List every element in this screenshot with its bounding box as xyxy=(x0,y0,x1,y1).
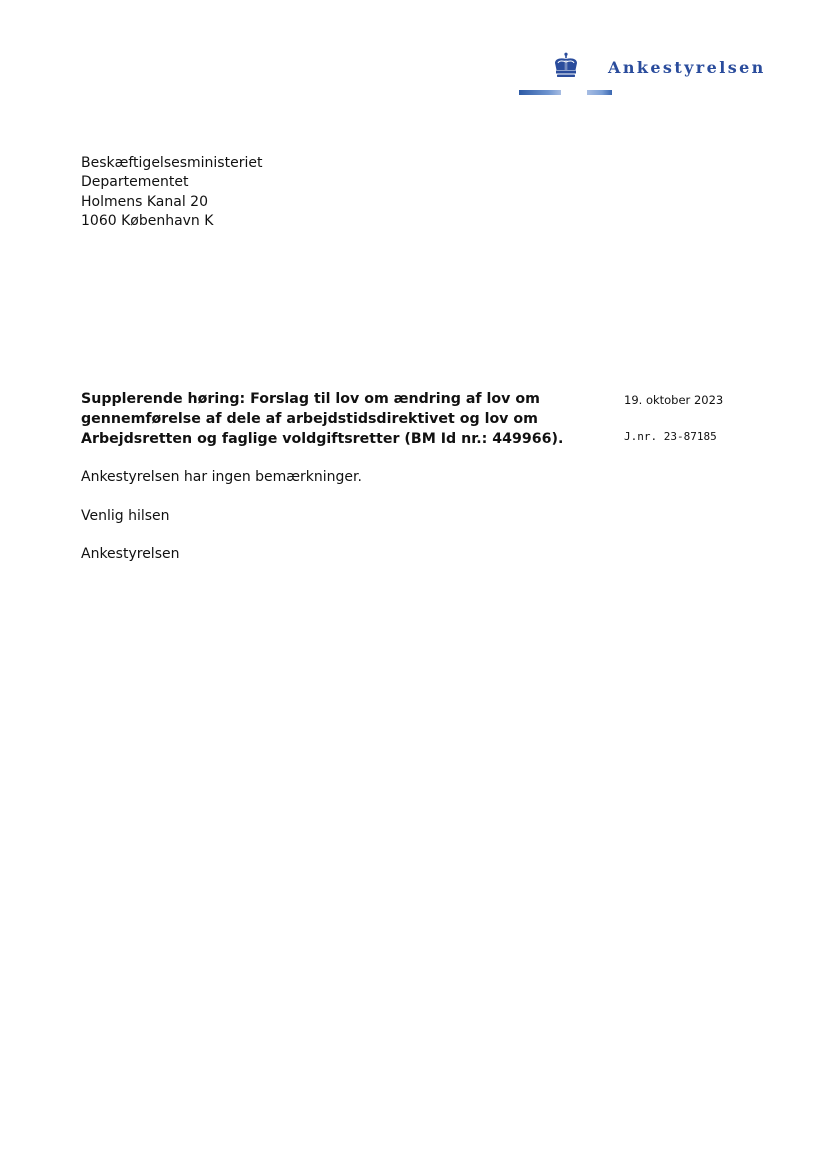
subject-line: Supplerende høring: Forslag til lov om ændring af lov om xyxy=(81,391,540,407)
address-line: Holmens Kanal 20 xyxy=(81,193,208,210)
letter-date: 19. oktober 2023 xyxy=(624,393,724,407)
address-line: Departementet xyxy=(81,174,189,191)
logo-accent-bar xyxy=(519,90,561,95)
letter-subject xyxy=(81,390,564,449)
address-line: 1060 København K xyxy=(81,213,214,230)
logo-accent-bar xyxy=(587,90,612,95)
reference-number: J.nr. 23-87185 xyxy=(624,430,717,443)
organization-logo-text: Ankestyrelsen xyxy=(608,58,766,77)
recipient-address xyxy=(81,154,262,232)
subject-line: gennemførelse af dele af arbejdstidsdirektivet og lov om xyxy=(81,410,538,427)
subject-line: Arbejdsretten og faglige voldgiftsretter (BM Id nr.: 449966). xyxy=(81,430,564,447)
address-line: Beskæftigelsesministeriet xyxy=(81,155,263,171)
signature: Ankestyrelsen xyxy=(81,546,180,562)
body-paragraph: Ankestyrelsen har ingen bemærkninger. xyxy=(81,469,362,485)
crown-icon xyxy=(552,52,580,80)
closing-salutation: Venlig hilsen xyxy=(81,508,170,524)
